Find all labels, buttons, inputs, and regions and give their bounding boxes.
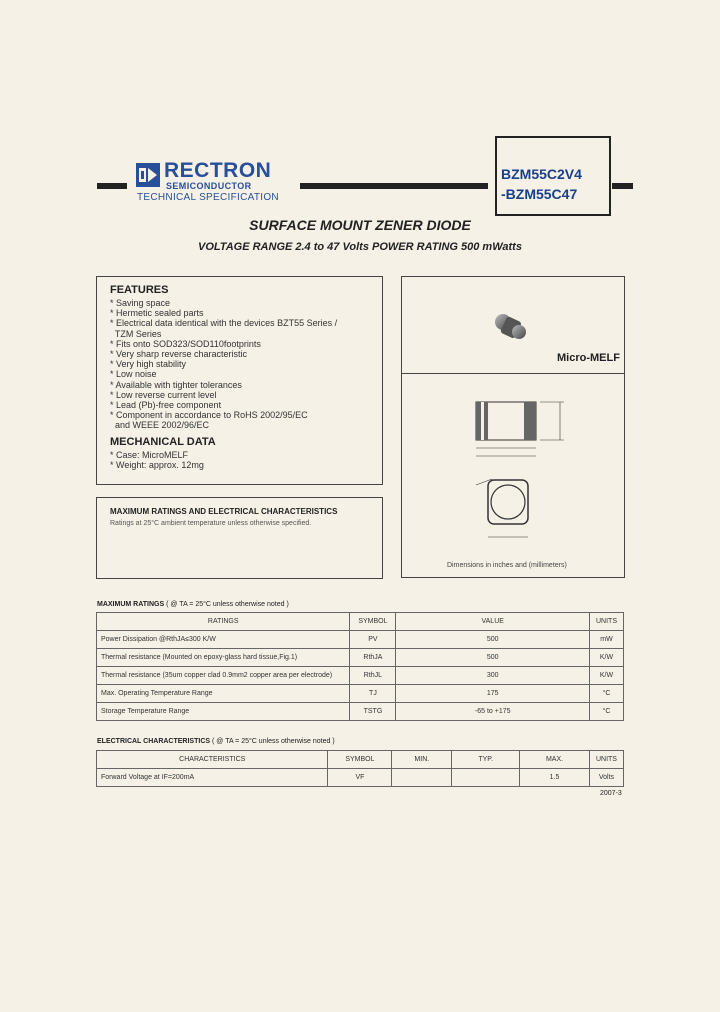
doc-subtitle: VOLTAGE RANGE 2.4 to 47 Volts POWER RATING 500 mWatts [198,241,522,253]
max-ratings-condition: ( @ TA = 25°C unless otherwise noted ) [166,601,289,608]
table-cell: VF [328,769,392,787]
feature-item: * Fits onto SOD323/SOD110footprints [110,338,261,349]
feature-item: * Hermetic sealed parts [110,308,204,319]
table-cell: Max. Operating Temperature Range [97,685,350,703]
feature-item: * Very high stability [110,359,187,370]
max-ratings-title: MAXIMUM RATINGS [97,601,165,608]
package-divider [401,373,624,374]
features-list [110,298,337,431]
part-number-box [495,136,611,216]
mechanical-list [110,450,204,470]
micromelf-photo [493,312,527,340]
feature-item: * Electrical data identical with the devices BZT55 Series / [110,318,338,329]
rectron-logo-icon [136,163,160,187]
part-number-2: -BZM55C47 [501,186,578,202]
table-cell: RthJA [350,649,396,667]
part-number-1: BZM55C2V4 [501,166,582,182]
table-cell: -65 to +175 [396,703,590,721]
table-cell: TSTG [350,703,396,721]
feature-item: * Available with tighter tolerances [110,379,242,390]
table-cell: Storage Temperature Range [97,703,350,721]
elec-table [96,750,624,787]
table-cell: PV [350,631,396,649]
dimension-note: Dimensions in inches and (millimeters) [447,562,567,569]
table-row [97,631,624,649]
package-end-view [468,475,548,550]
column-header: TYP. [452,751,520,769]
ratings-box-note: Ratings at 25°C ambient temperature unless otherwise specified. [110,520,312,527]
elec-condition: ( @ TA = 25°C unless otherwise noted ) [212,738,335,745]
brand-name: RECTRON [164,159,272,182]
table-row [97,685,624,703]
table-cell [452,769,520,787]
column-header: UNITS [589,613,623,631]
table-cell: K/W [589,649,623,667]
table-cell: 500 [396,649,590,667]
feature-item: * Low noise [110,369,157,380]
features-heading: FEATURES [110,284,169,296]
feature-item: * Component in accordance to RoHS 2002/95/EC [110,410,308,421]
feature-item: * Lead (Pb)-free component [110,400,222,411]
column-header: SYMBOL [350,613,396,631]
table-cell: TJ [350,685,396,703]
table-cell: K/W [589,667,623,685]
table-cell: RthJL [350,667,396,685]
table-cell: Thermal resistance (35um copper clad 0.9mm2 copper area per electrode) [97,667,350,685]
brand-spec: TECHNICAL SPECIFICATION [137,192,279,203]
header-rule-mid [300,183,488,189]
ratings-box-heading: MAXIMUM RATINGS AND ELECTRICAL CHARACTERISTICS [110,507,338,516]
table-row [97,703,624,721]
table-cell: 300 [396,667,590,685]
column-header: CHARACTERISTICS [97,751,328,769]
table-header-row [97,751,624,769]
header-rule-left [97,183,127,189]
column-header: VALUE [396,613,590,631]
revision-code: 2007-3 [600,790,622,797]
brand-subtitle: SEMICONDUCTOR [166,181,252,191]
feature-item: * Low reverse current level [110,389,217,400]
table-cell: Forward Voltage at IF=200mA [97,769,328,787]
table-cell: 1.5 [520,769,590,787]
table-cell: mW [589,631,623,649]
table-cell: 175 [396,685,590,703]
feature-item: * Very sharp reverse characteristic [110,349,248,360]
doc-title: SURFACE MOUNT ZENER DIODE [249,217,471,233]
mechanical-item: * Case: MicroMELF [110,450,189,460]
mechanical-heading: MECHANICAL DATA [110,436,216,448]
column-header: MIN. [392,751,452,769]
package-side-view [468,398,588,468]
max-ratings-label [97,601,289,608]
table-cell: Thermal resistance (Mounted on epoxy-glass hard tissue,Fig.1) [97,649,350,667]
table-cell [392,769,452,787]
elec-label [97,738,335,745]
column-header: MAX. [520,751,590,769]
header-rule-right [612,183,633,189]
column-header: UNITS [589,751,623,769]
table-cell: Volts [589,769,623,787]
column-header: RATINGS [97,613,350,631]
feature-item: and WEEE 2002/96/EC [110,420,210,431]
table-row [97,769,624,787]
max-ratings-table [96,612,624,721]
feature-item: TZM Series [110,328,162,339]
table-cell: °C [589,685,623,703]
table-cell: °C [589,703,623,721]
table-cell: 500 [396,631,590,649]
feature-item: * Saving space [110,298,171,308]
table-cell: Power Dissipation @RthJA≤300 K/W [97,631,350,649]
table-row [97,667,624,685]
package-name: Micro-MELF [557,352,620,364]
table-header-row [97,613,624,631]
mechanical-item: * Weight: approx. 12mg [110,460,204,471]
table-row [97,649,624,667]
elec-title: ELECTRICAL CHARACTERISTICS [97,738,211,745]
column-header: SYMBOL [328,751,392,769]
